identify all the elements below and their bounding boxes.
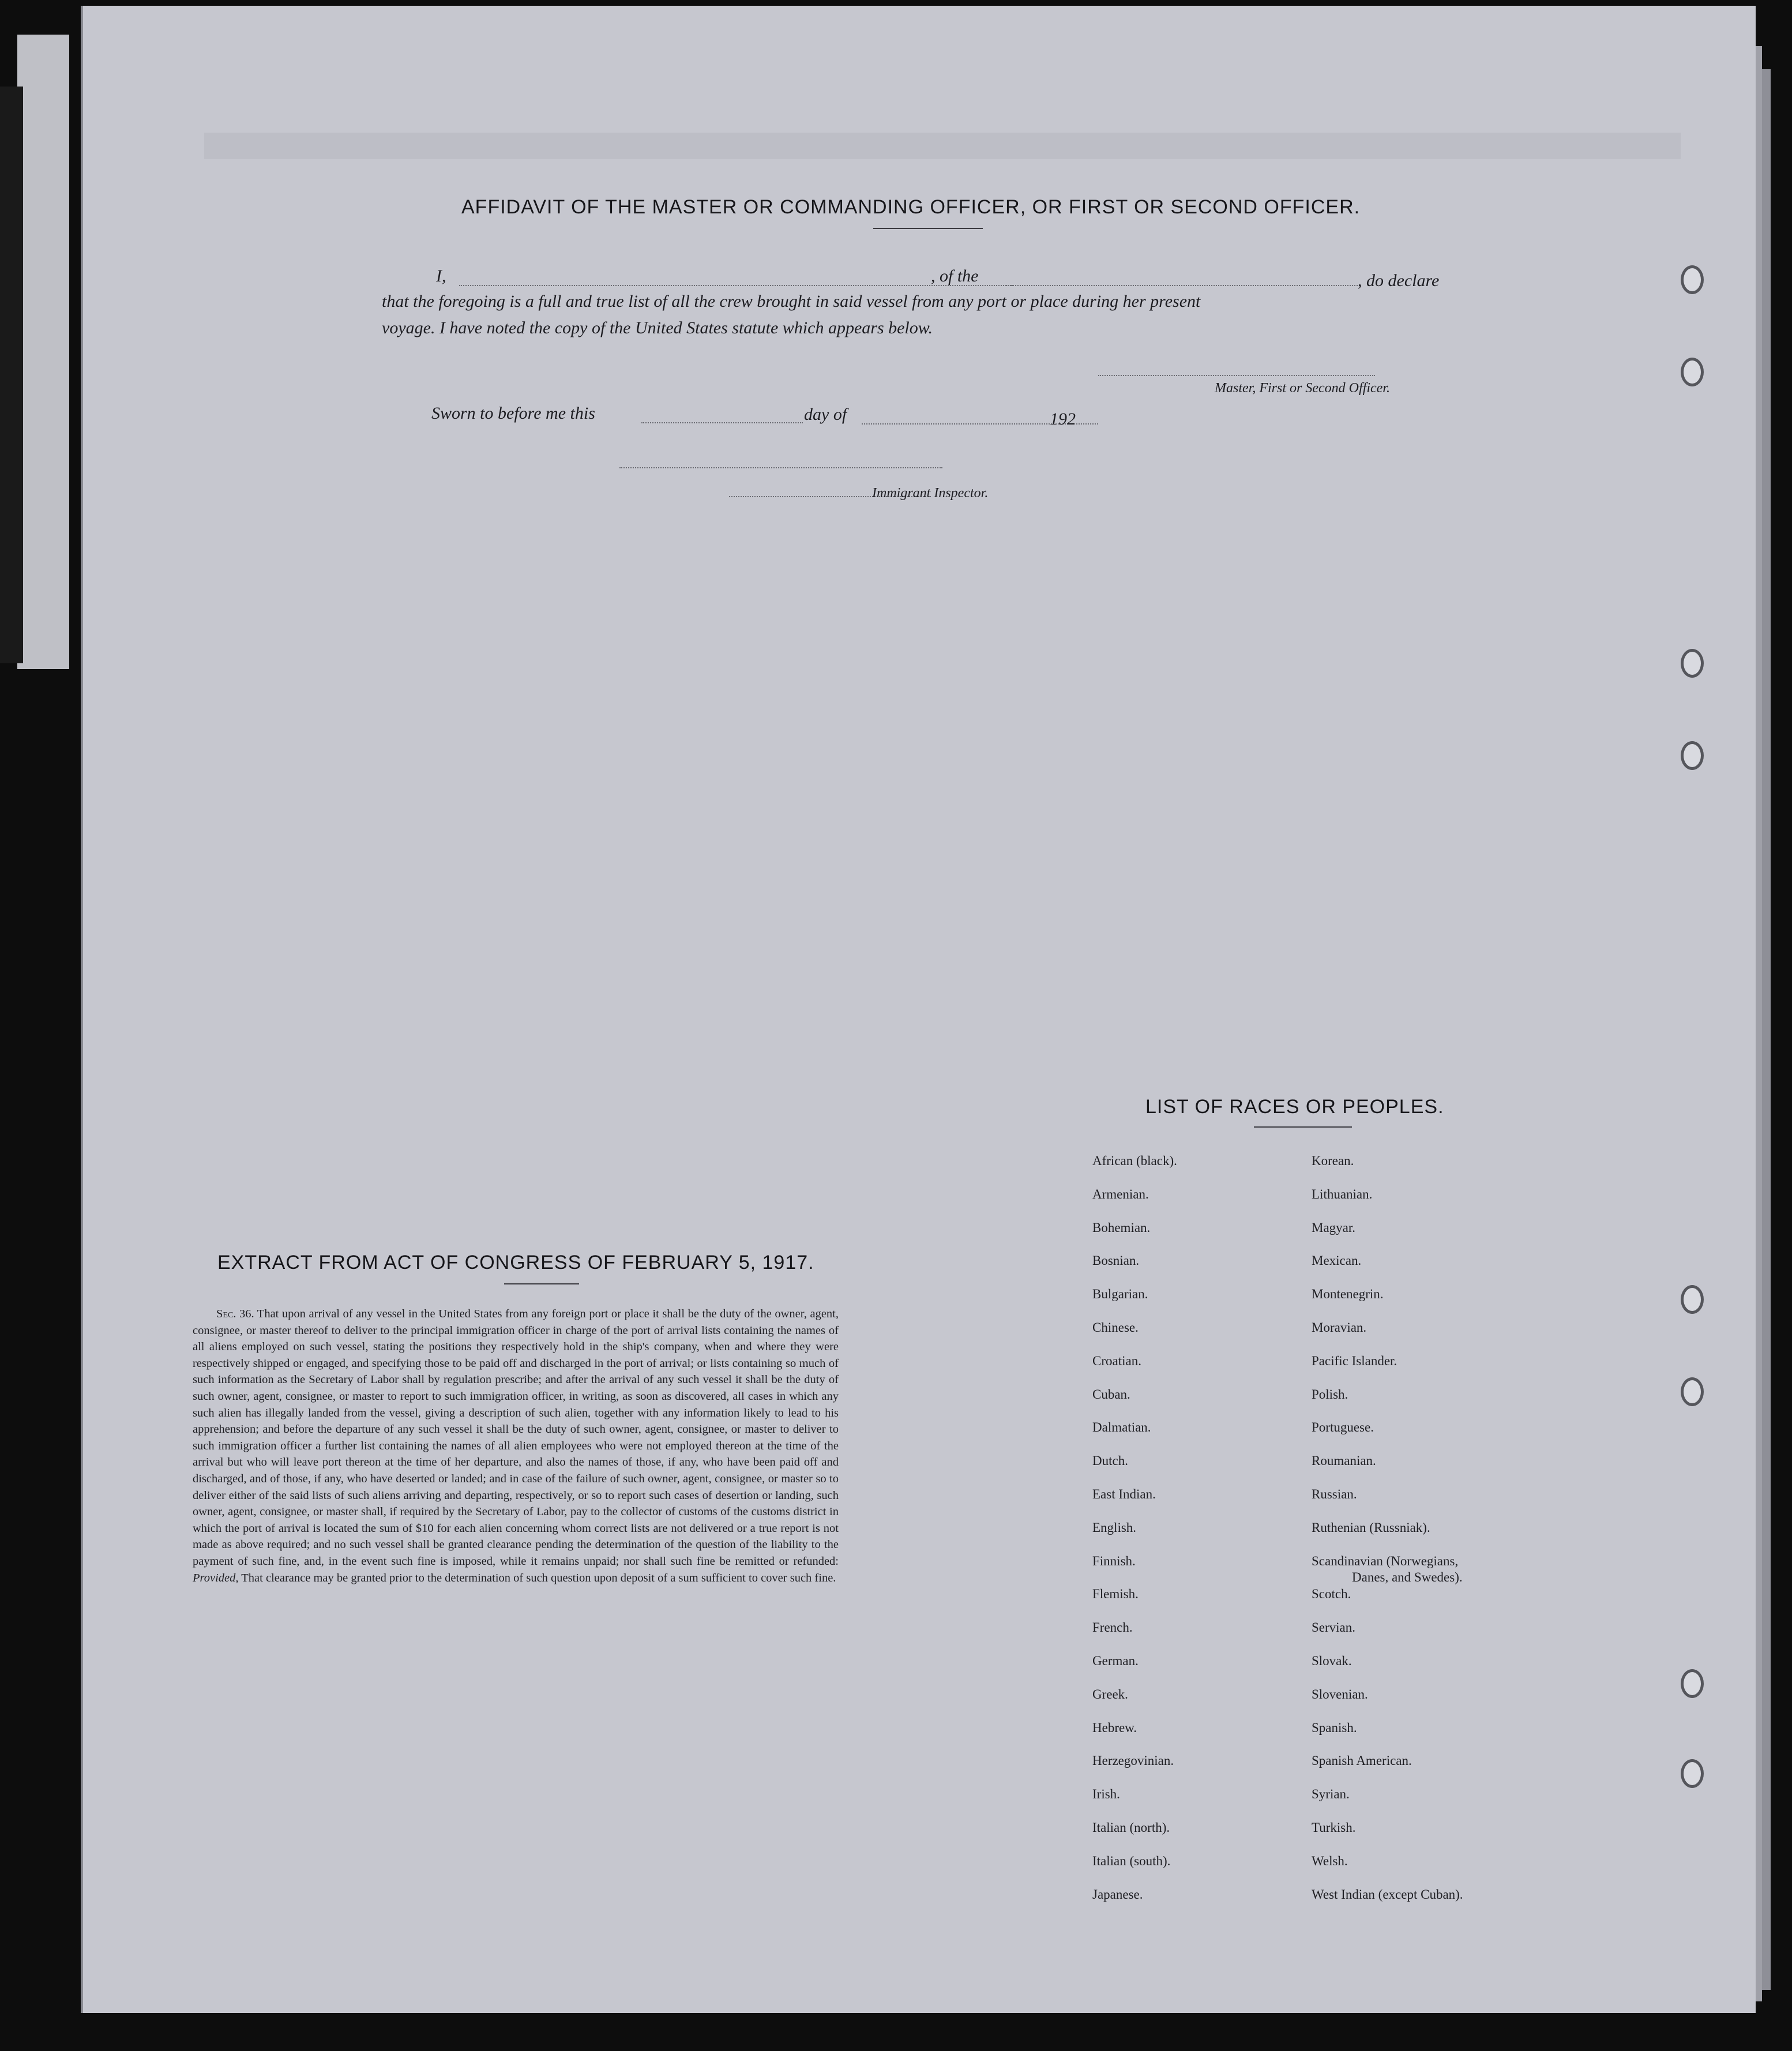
title-divider bbox=[873, 228, 983, 229]
extract-divider bbox=[504, 1283, 579, 1284]
race-item: Hebrew. bbox=[1092, 1720, 1137, 1735]
race-item: Spanish American. bbox=[1312, 1753, 1412, 1768]
affidavit-title: AFFIDAVIT OF THE MASTER OR COMMANDING OFFICER, OR FIRST OR SECOND OFFICER. bbox=[461, 196, 1361, 218]
race-item: English. bbox=[1092, 1520, 1137, 1535]
punch-hole bbox=[1681, 1669, 1704, 1698]
race-item: Lithuanian. bbox=[1312, 1186, 1373, 1201]
race-item: Syrian. bbox=[1312, 1787, 1350, 1802]
race-item: Ruthenian (Russniak). bbox=[1312, 1520, 1430, 1535]
race-item: West Indian (except Cuban). bbox=[1312, 1887, 1463, 1902]
affidavit-i-label: I, bbox=[436, 266, 446, 286]
race-item: Chinese. bbox=[1092, 1320, 1139, 1335]
extract-title: EXTRACT FROM ACT OF CONGRESS OF FEBRUARY 5, 1917. bbox=[217, 1252, 814, 1274]
race-item: Magyar. bbox=[1312, 1220, 1356, 1235]
race-item: Bulgarian. bbox=[1092, 1287, 1148, 1302]
race-item: Herzegovinian. bbox=[1092, 1753, 1174, 1768]
race-item: Slovenian. bbox=[1312, 1686, 1368, 1701]
race-item: Spanish. bbox=[1312, 1720, 1357, 1735]
signature-blank[interactable] bbox=[1098, 375, 1375, 376]
race-item: Montenegrin. bbox=[1312, 1287, 1384, 1302]
left-page-strip bbox=[17, 35, 69, 669]
race-item: Irish. bbox=[1092, 1787, 1120, 1802]
race-item: Portuguese. bbox=[1312, 1420, 1374, 1435]
race-item: Welsh. bbox=[1312, 1853, 1348, 1868]
race-item: Pacific Islander. bbox=[1312, 1353, 1397, 1368]
punch-hole bbox=[1681, 358, 1704, 386]
extract-section-text bbox=[193, 1306, 839, 1586]
race-item: Scandinavian (Norwegians, bbox=[1312, 1553, 1459, 1568]
sworn-year-prefix: 192 bbox=[1050, 410, 1076, 429]
left-dark-strip bbox=[0, 87, 23, 663]
race-item: German. bbox=[1092, 1654, 1139, 1668]
race-item: African (black). bbox=[1092, 1154, 1177, 1168]
race-item: Italian (north). bbox=[1092, 1820, 1170, 1835]
race-item: Slovak. bbox=[1312, 1654, 1352, 1668]
race-item: Korean. bbox=[1312, 1154, 1354, 1168]
race-item: Flemish. bbox=[1092, 1587, 1139, 1602]
race-item: Turkish. bbox=[1312, 1820, 1356, 1835]
document-page bbox=[81, 6, 1756, 2013]
race-item: Roumanian. bbox=[1312, 1453, 1376, 1468]
name-blank[interactable] bbox=[459, 285, 1013, 286]
punch-hole bbox=[1681, 1377, 1704, 1406]
race-item: Mexican. bbox=[1312, 1253, 1362, 1268]
section-label: Sec. bbox=[216, 1308, 236, 1320]
race-item: Greek. bbox=[1092, 1686, 1128, 1701]
punch-hole bbox=[1681, 649, 1704, 678]
races-title: LIST OF RACES OR PEOPLES. bbox=[1145, 1096, 1444, 1118]
inspector-label: Immigrant Inspector. bbox=[872, 486, 989, 501]
bleed-through-band bbox=[204, 133, 1681, 159]
signature-label: Master, First or Second Officer. bbox=[1215, 381, 1390, 396]
race-item: Armenian. bbox=[1092, 1186, 1149, 1201]
race-item: Japanese. bbox=[1092, 1887, 1143, 1902]
race-item: Moravian. bbox=[1312, 1320, 1367, 1335]
race-item: Finnish. bbox=[1092, 1553, 1136, 1568]
race-item: Italian (south). bbox=[1092, 1853, 1171, 1868]
sworn-label: Sworn to before me this bbox=[431, 404, 595, 423]
race-item: Dalmatian. bbox=[1092, 1420, 1151, 1435]
affidavit-do-declare: , do declare bbox=[1358, 271, 1440, 290]
race-item: Dutch. bbox=[1092, 1453, 1128, 1468]
vessel-blank[interactable] bbox=[1006, 285, 1358, 286]
punch-hole bbox=[1681, 265, 1704, 294]
race-item: Bohemian. bbox=[1092, 1220, 1151, 1235]
race-item: East Indian. bbox=[1092, 1487, 1156, 1501]
race-item: Servian. bbox=[1312, 1620, 1356, 1635]
race-item: French. bbox=[1092, 1620, 1133, 1635]
inspector-signature-blank[interactable] bbox=[619, 467, 942, 468]
race-item: Polish. bbox=[1312, 1387, 1348, 1402]
affidavit-line-3: voyage. I have noted the copy of the United States statute which appears below. bbox=[382, 318, 933, 337]
race-item: Scotch. bbox=[1312, 1587, 1351, 1602]
race-item: Croatian. bbox=[1092, 1353, 1141, 1368]
affidavit-line-2: that the foregoing is a full and true list of all the crew brought in said vessel from any port or place during her present bbox=[382, 292, 1201, 311]
affidavit-of-the: , of the bbox=[931, 266, 979, 286]
sworn-day-blank[interactable] bbox=[641, 422, 803, 423]
section-body: 36. That upon arrival of any vessel in the United States from any foreign port or place it shall be the duty of the owner, agent, consignee, or master thereof to deliver to the principal immigration officer in charge of the port of arrival lists containing the names of all aliens employed on such vessel, stating the positions they respectively hold in the ship's company, when and where they were respectively shipped or engaged, and specifying those to be paid off and discharged in the port of arrival; or lists containing so much of such information as the Secretary of Labor shall by regulation prescribe; and after the arrival of any such vessel it shall be the duty of such owner, agent, consignee, or master to report to such immigration officer, in writing, as soon as discovered, all cases in which any such alien has illegally landed from the vessel, giving a description of such alien, together with any information likely to lead to his apprehension; and before the departure of any such vessel it shall be the duty of such owner, agent, consignee, or master to deliver to such immigration officer a further list containing the names of all alien employees who were not employed thereon at the time of the arrival but who will leave port thereon at the time of her departure, and also the names of those, if any, who have been paid off and discharged, and of those, if any, who have deserted or landed; and in case of the failure of such owner, agent, consignee, or master so to deliver either of the said lists of such aliens arriving and departing, respectively, or so to report such cases of desertion or landing, such owner, agent, consignee, or master shall, if required by the Secretary of Labor, pay to the collector of customs of the customs district in which the port of arrival is located the sum of $10 for each alien concerning whom correct lists are not delivered or a true report is not made as above required; and no such vessel shall be granted clearance pending the determination of the question of the liability to the payment of such fine, and, in the event such fine is imposed, while it remains unpaid; nor shall such fine be remitted or refunded: bbox=[193, 1308, 839, 1568]
sworn-day-of: day of bbox=[804, 405, 847, 424]
race-item: Russian. bbox=[1312, 1487, 1357, 1501]
race-item: Cuban. bbox=[1092, 1387, 1130, 1402]
race-item: Bosnian. bbox=[1092, 1253, 1140, 1268]
punch-hole bbox=[1681, 1759, 1704, 1788]
races-divider bbox=[1254, 1126, 1352, 1128]
punch-hole bbox=[1681, 741, 1704, 770]
provided-label: Provided, bbox=[193, 1571, 239, 1584]
punch-hole bbox=[1681, 1285, 1704, 1314]
section-end: That clearance may be granted prior to the determination of such question upon deposit of a sum sufficient to cover such fine. bbox=[241, 1571, 836, 1584]
race-item-continuation: Danes, and Swedes). bbox=[1352, 1569, 1463, 1584]
